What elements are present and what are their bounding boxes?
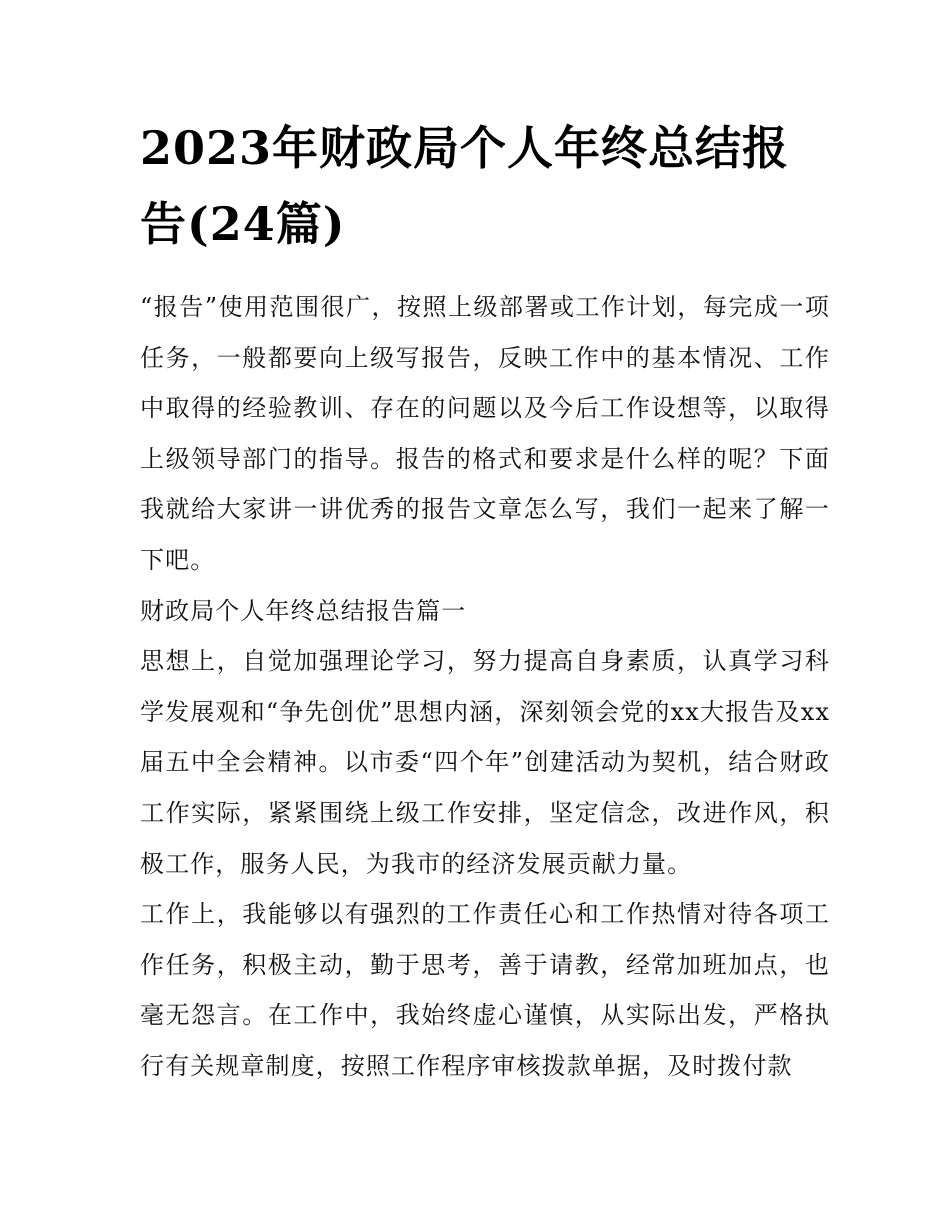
document-body <box>140 282 830 1092</box>
body-paragraph-1: 思想上，自觉加强理论学习，努力提高自身素质，认真学习科学发展观和“争先创优”思想内涵，深刻领会党的xx大报告及xx届五中全会精神。以市委“四个年”创建活动为契机，结合财政工作实际，紧紧围绕上级工作安排，坚定信念，改进作风，积极工作，服务人民，为我市的经济发展贡献力量。 <box>140 647 830 878</box>
document-title: 2023年财政局个人年终总结报告(24篇) <box>140 121 790 251</box>
section-heading: 财政局个人年终总结报告篇一 <box>140 596 467 625</box>
body-paragraph-2: 工作上，我能够以有强烈的工作责任心和工作热情对待各项工作任务，积极主动，勤于思考，善于请教，经常加班加点，也毫无怨言。在工作中，我始终虚心谨慎，从实际出发，严格执行有关规章制度，按照工作程序审核拨款单据，及时拨付款 <box>140 900 830 1080</box>
document-page <box>140 110 830 1092</box>
intro-paragraph: “报告”使用范围很广，按照上级部署或工作计划，每完成一项任务，一般都要向上级写报告，反映工作中的基本情况、工作中取得的经验教训、存在的问题以及今后工作设想等，以取得上级领导部门的指导。报告的格式和要求是什么样的呢？下面我就给大家讲一讲优秀的报告文章怎么写，我们一起来了解一下吧。 <box>140 293 830 574</box>
